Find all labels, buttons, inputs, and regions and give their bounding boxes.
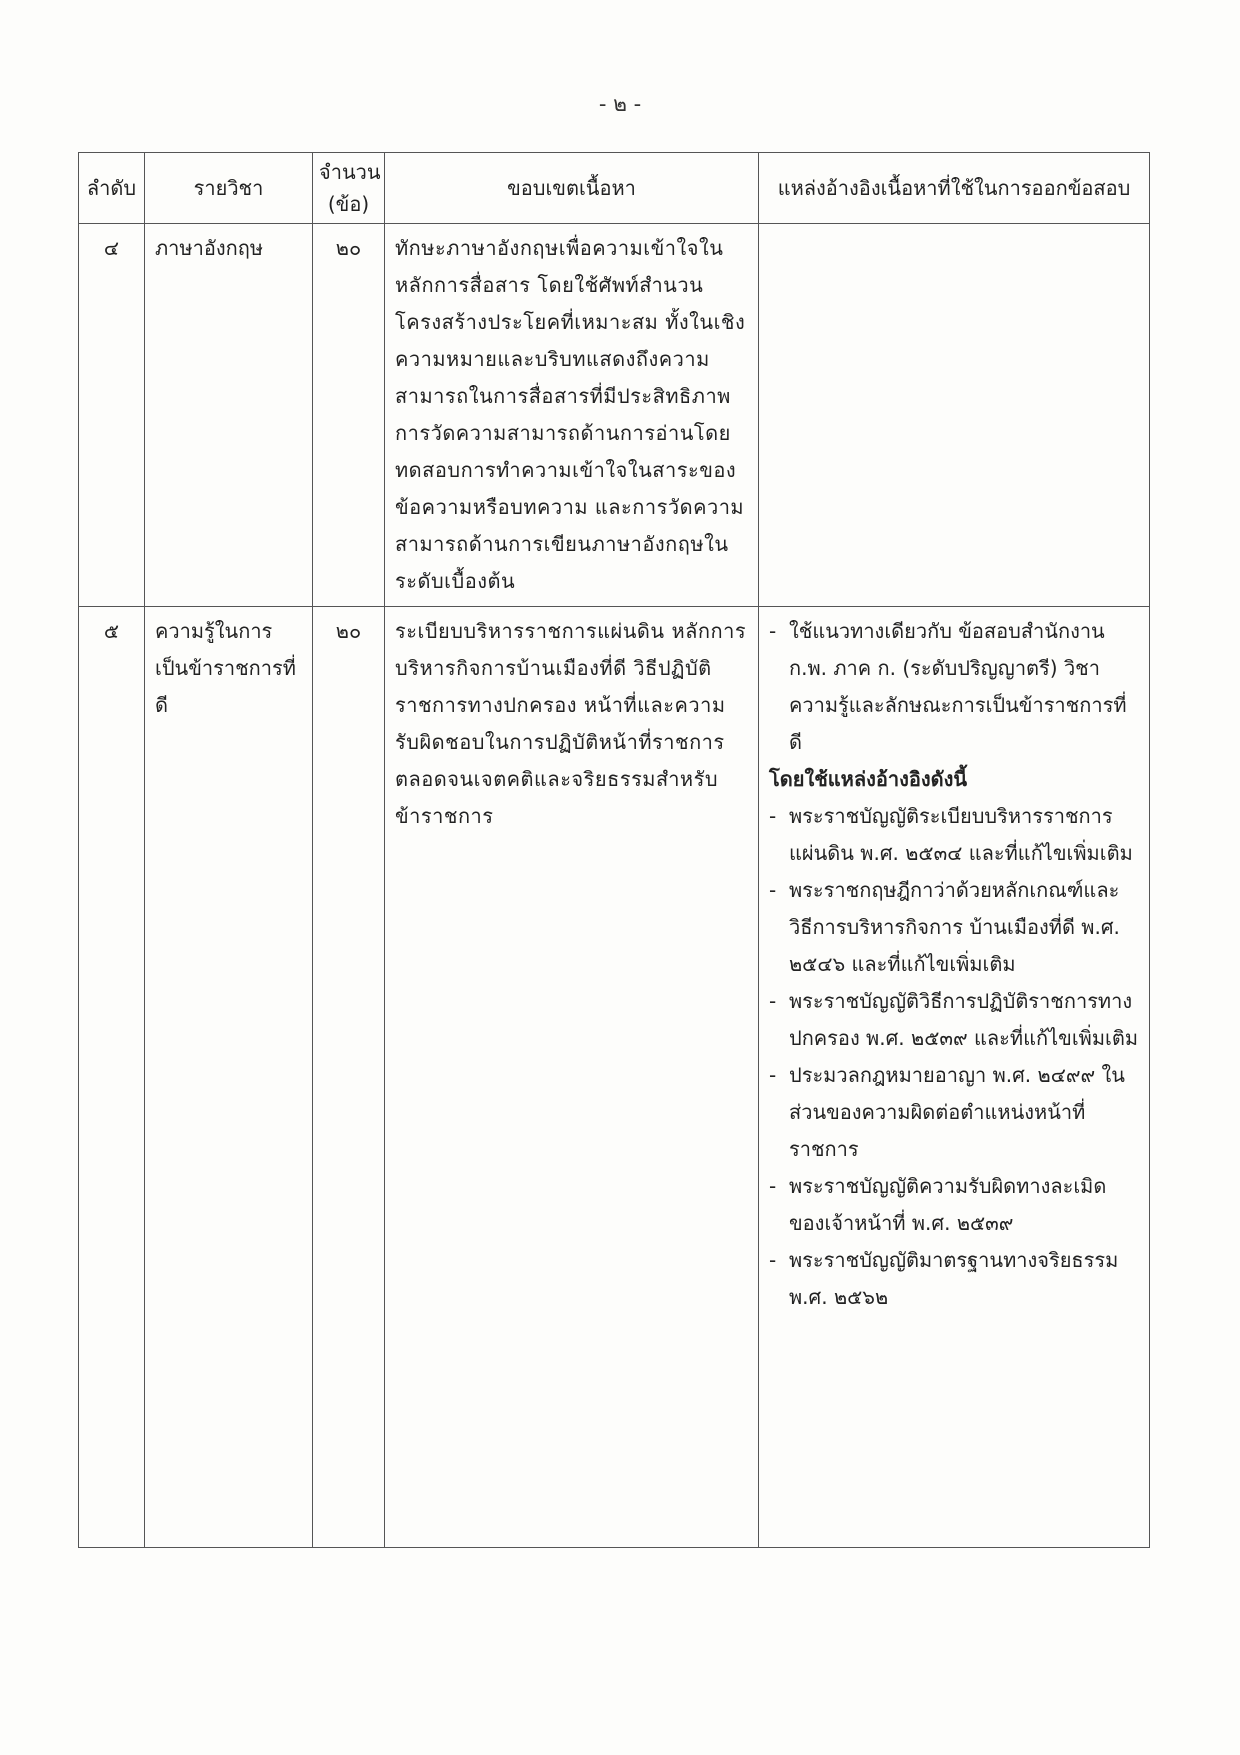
table-header-row (79, 153, 1150, 224)
row-index: ๔ (79, 224, 145, 607)
reference-heading: โดยใช้แหล่งอ้างอิงดังนี้ (769, 767, 968, 791)
reference-item-text: ประมวลกฎหมายอาญา พ.ศ. ๒๔๙๙ ในส่วนของความผิดต่อตำแหน่งหน้าที่ราชการ (789, 1063, 1125, 1161)
row-count: ๒๐ (313, 607, 385, 1548)
row-reference (759, 224, 1150, 607)
page-number: - ๒ - (598, 92, 642, 116)
header-index: ลำดับ (79, 153, 145, 224)
row-scope: ระเบียบบริหารราชการแผ่นดิน หลักการบริหารกิจการบ้านเมืองที่ดี วิธีปฏิบัติราชการทางปกครอง หน้าที่และความรับผิดชอบในการปฏิบัติหน้าที่ราชการ ตลอดจนเจตคติและจริยธรรมสำหรับข้าราชการ (385, 607, 759, 1548)
reference-item-text: พระราชบัญญัติมาตรฐานทางจริยธรรม พ.ศ. ๒๕๖๒ (789, 1248, 1119, 1309)
header-subject: รายวิชา (145, 153, 313, 224)
row-reference (759, 607, 1150, 1548)
reference-item: - พระราชบัญญัติระเบียบบริหารราชการแผ่นดิน พ.ศ. ๒๕๓๔ และที่แก้ไขเพิ่มเติม (769, 804, 1133, 865)
reference-item-text: พระราชบัญญัติความรับผิดทางละเมิดของเจ้าหน้าที่ พ.ศ. ๒๕๓๙ (789, 1174, 1107, 1235)
row-subject: ภาษาอังกฤษ (145, 224, 313, 607)
reference-item-text: พระราชบัญญัติวิธีการปฏิบัติราชการทางปกครอง พ.ศ. ๒๕๓๙ และที่แก้ไขเพิ่มเติม (789, 989, 1139, 1050)
table-row (79, 224, 1150, 607)
reference-item-text: พระราชบัญญัติระเบียบบริหารราชการแผ่นดิน พ.ศ. ๒๕๓๔ และที่แก้ไขเพิ่มเติม (789, 804, 1133, 865)
reference-item: - พระราชกฤษฎีกาว่าด้วยหลักเกณฑ์และวิธีการบริหารกิจการ บ้านเมืองที่ดี พ.ศ. ๒๕๔๖ และที่แก้ไขเพิ่มเติม (769, 878, 1120, 976)
reference-item: - พระราชบัญญัติวิธีการปฏิบัติราชการทางปกครอง พ.ศ. ๒๕๓๙ และที่แก้ไขเพิ่มเติม (769, 989, 1139, 1050)
reference-intro-text: ใช้แนวทางเดียวกับ ข้อสอบสำนักงาน ก.พ. ภาค ก. (ระดับปริญญาตรี) วิชาความรู้และลักษณะการเป็นข้าราชการที่ดี (789, 619, 1127, 754)
row-index: ๕ (79, 607, 145, 1548)
reference-item: - ประมวลกฎหมายอาญา พ.ศ. ๒๔๙๙ ในส่วนของความผิดต่อตำแหน่งหน้าที่ราชการ (769, 1063, 1125, 1161)
header-reference: แหล่งอ้างอิงเนื้อหาที่ใช้ในการออกข้อสอบ (759, 153, 1150, 224)
row-scope: ทักษะภาษาอังกฤษเพื่อความเข้าใจในหลักการสื่อสาร โดยใช้ศัพท์สำนวนโครงสร้างประโยคที่เหมาะสม ทั้งในเชิงความหมายและบริบทแสดงถึงความสามารถในการสื่อสารที่มีประสิทธิภาพ การวัดความสามารถด้านการอ่านโดยทดสอบการทำความเข้าใจในสาระของข้อความหรือบทความ และการวัดความสามารถด้านการเขียนภาษาอังกฤษในระดับเบื้องต้น (385, 224, 759, 607)
reference-item: - พระราชบัญญัติมาตรฐานทางจริยธรรม พ.ศ. ๒๕๖๒ (769, 1248, 1119, 1309)
reference-item: - พระราชบัญญัติความรับผิดทางละเมิดของเจ้าหน้าที่ พ.ศ. ๒๕๓๙ (769, 1174, 1107, 1235)
row-count: ๒๐ (313, 224, 385, 607)
reference-item-text: พระราชกฤษฎีกาว่าด้วยหลักเกณฑ์และวิธีการบริหารกิจการ บ้านเมืองที่ดี พ.ศ. ๒๕๔๖ และที่แก้ไขเพิ่มเติม (789, 878, 1120, 976)
reference-intro: - ใช้แนวทางเดียวกับ ข้อสอบสำนักงาน ก.พ. ภาค ก. (ระดับปริญญาตรี) วิชาความรู้และลักษณะการเป็นข้าราชการที่ดี (769, 619, 1127, 754)
exam-content-table (78, 152, 1150, 1548)
header-scope: ขอบเขตเนื้อหา (385, 153, 759, 224)
table-row (79, 607, 1150, 1548)
row-subject: ความรู้ในการเป็นข้าราชการที่ดี (145, 607, 313, 1548)
header-count: จำนวน (ข้อ) (313, 153, 385, 224)
